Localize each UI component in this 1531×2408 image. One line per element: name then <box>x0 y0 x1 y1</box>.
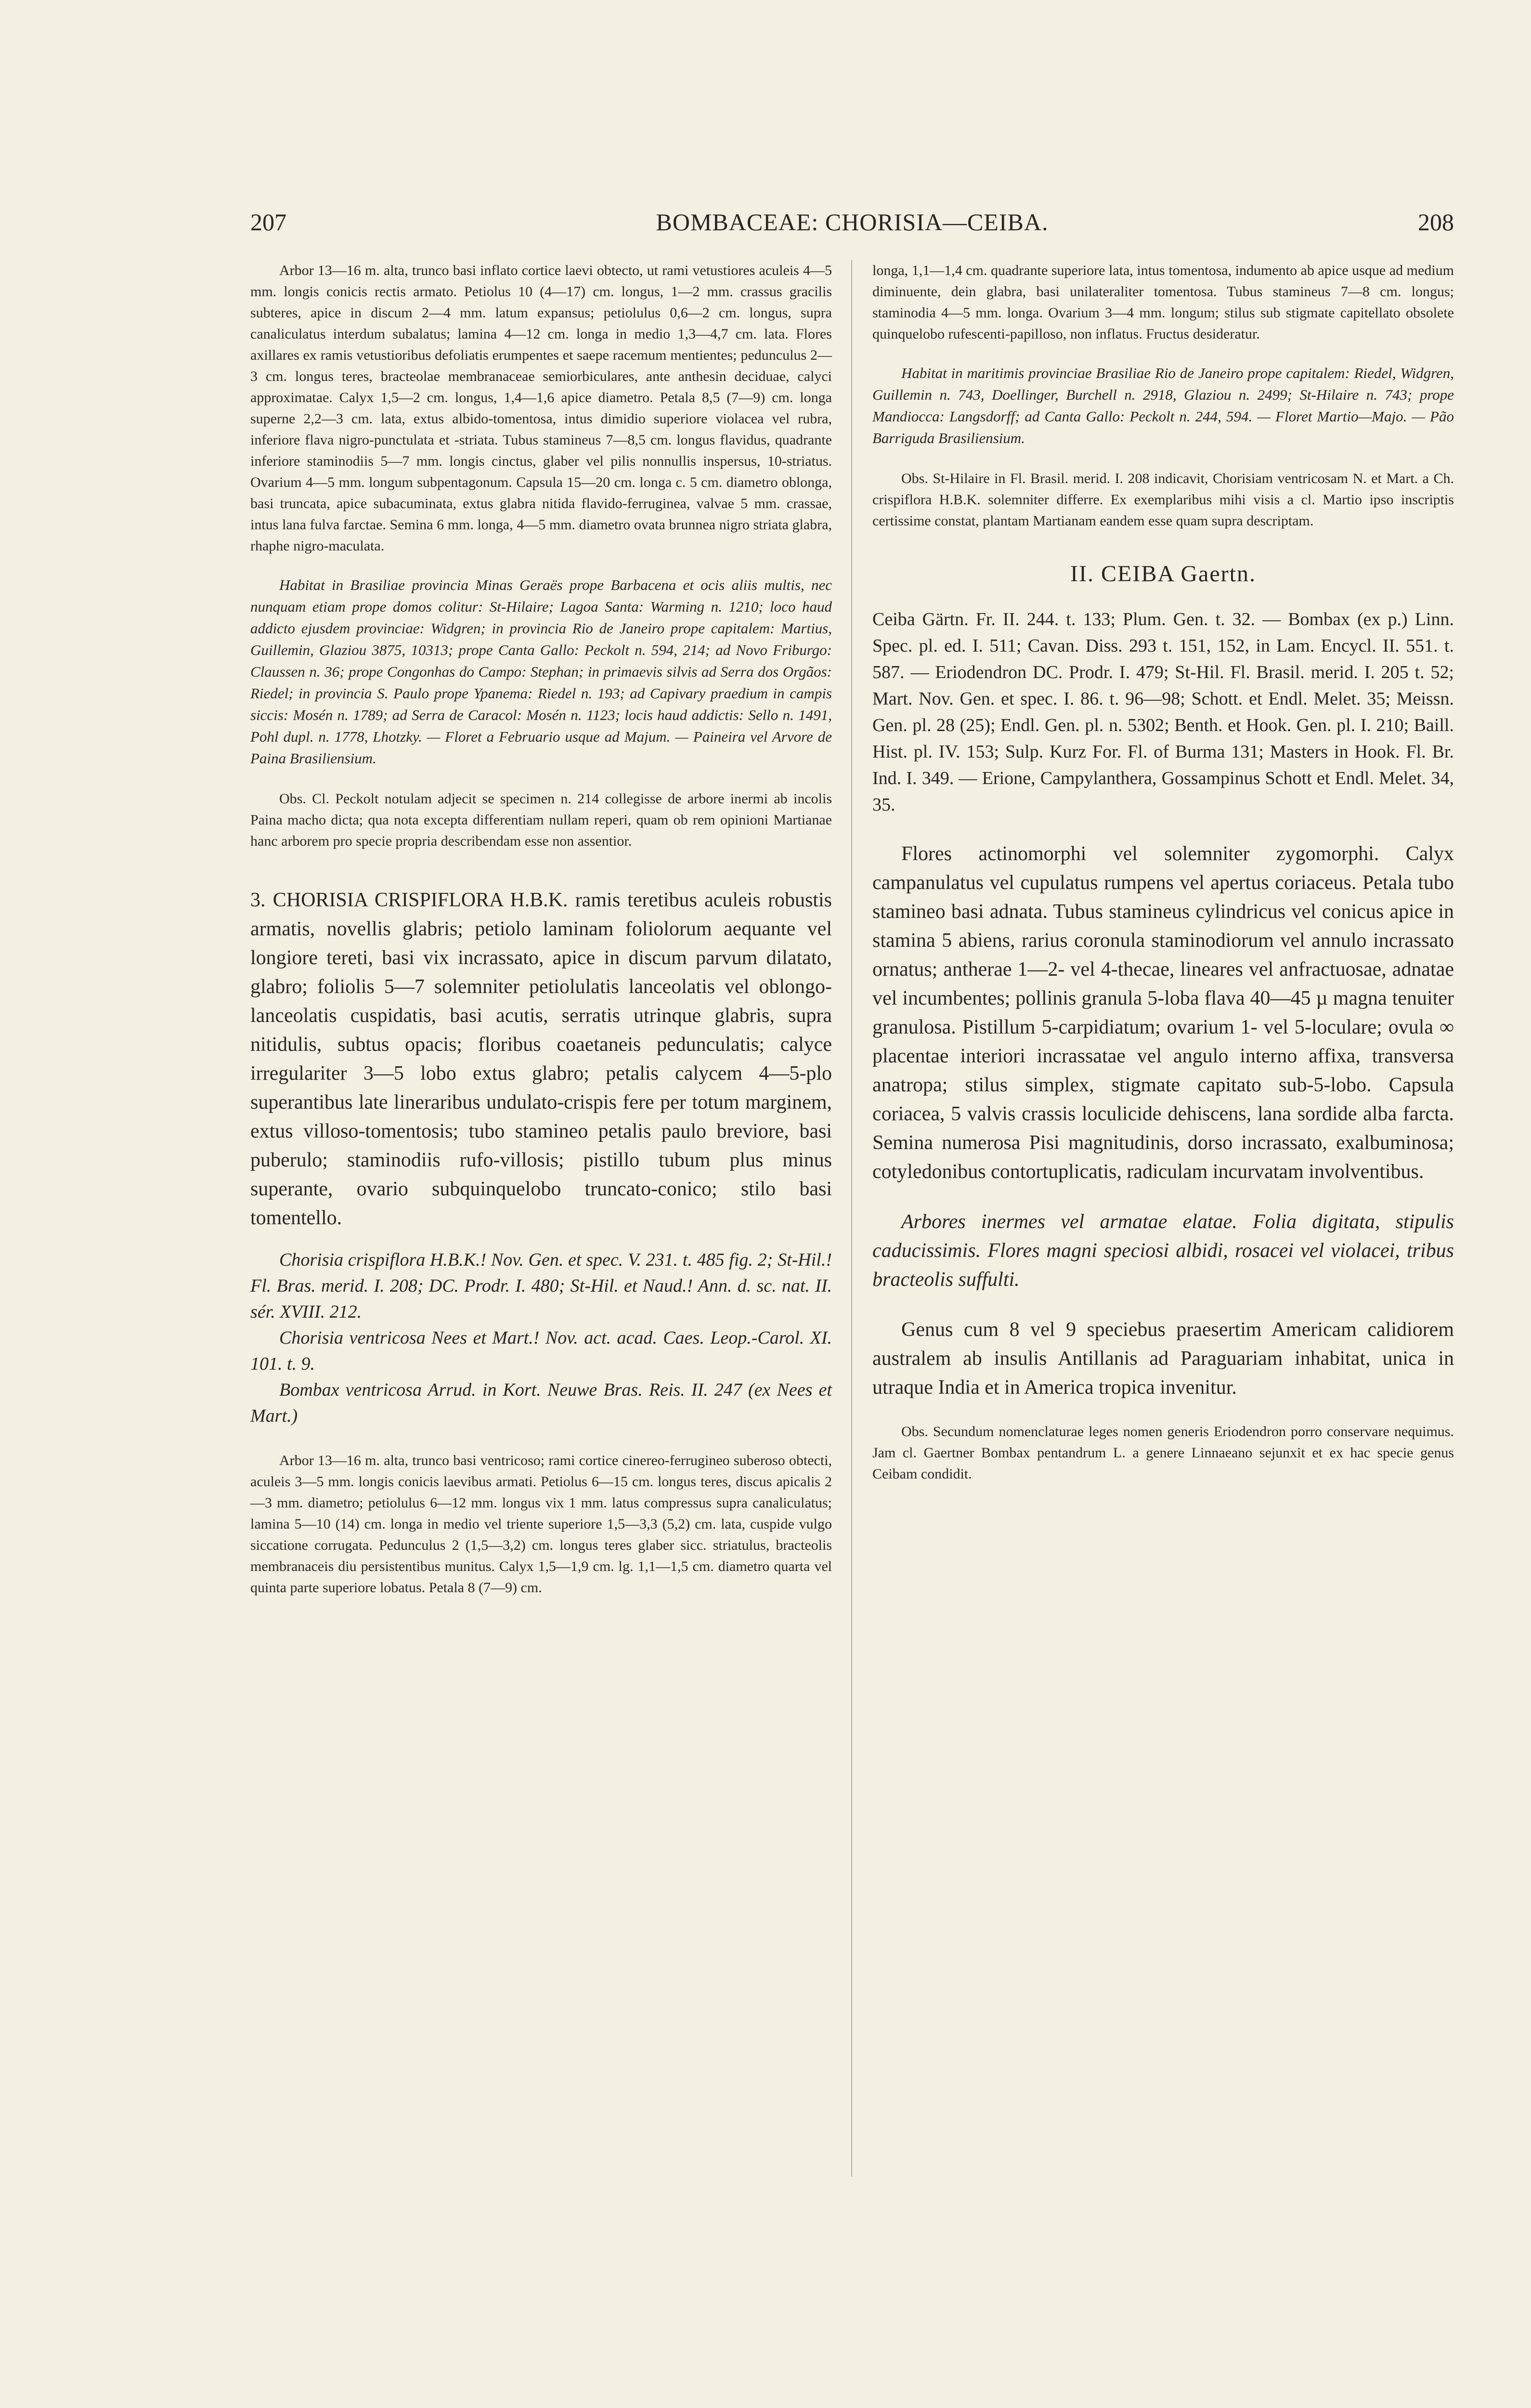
genus-heading: II. CEIBA Gaertn. <box>1070 561 1256 587</box>
synonym-entry: Chorisia crispiflora H.B.K.! Nov. Gen. et spec. V. 231. t. 485 fig. 2; St-Hil.! Fl. Bras. merid. I. 208; DC. Prodr. I. 480; St-Hil. et Naud.! Ann. d. sc. nat. II. sér. XVIII. 212. <box>250 1250 832 1322</box>
page-number-right: 208 <box>1418 209 1454 236</box>
genus-habit: Arbores inermes vel armatae elatae. Folia digitata, stipulis caducissimis. Flores magni speciosi albidi, rosacei vel violacei, tribus bracteolis suffulti. <box>872 1211 1454 1291</box>
running-title: BOMBACEAE: CHORISIA—CEIBA. <box>656 209 1049 236</box>
nomenclature-note: Obs. Secundum nomenclaturae leges nomen generis Eriodendron porro conservare nequimus. Jam cl. Gaertner Bombax pentandrum L. a genere Linnaeano sejunxit et ex hac specie genus Ceibam condidit. <box>872 1424 1454 1482</box>
habitat-paragraph: Habitat in Brasiliae provincia Minas Geraës prope Barbacena et ocis aliis multis, nec nunquam etiam prope domos colitur: St-Hilaire; Lagoa Santa: Warming n. 1210; loco haud addicto ejusdem provinciae: Widgren; in provincia Rio de Janeiro prope capitalem: Martius, Guillemin, Glaziou 3875, 10313; prope Canta Gallo: Peckolt n. 594, 214; ad Novo Friburgo: Claussen n. 36; prope Congonhas do Campo: Stephan; in primaevis silvis ad Serra dos Orgãos: Riedel; in provincia S. Paulo prope Ypanema: Riedel n. 193; ad Capivary praedium in campis siccis: Mosén n. 1789; ad Serra de Caracol: Mosén n. 1123; locis haud addictis: Sello n. 1491, Pohl dupl. n. 1778, Lhotzky. — Floret a Februario usque ad Majum. — Paineira vel Arvore de Paina Brasiliensium. <box>250 576 832 767</box>
habitat-paragraph: Habitat in maritimis provinciae Brasiliae Rio de Janeiro prope capitalem: Riedel, Widgren, Guillemin n. 743, Doellinger, Burchell n. 2918, Glaziou n. 2499; St-Hilaire n. 743; prope Mandiocca: Langsdorff; ad Canta Gallo: Peckolt n. 244, 594. — Floret Martio—Majo. — Pão Barriguda Brasiliensium. <box>872 365 1454 446</box>
species-diagnosis: ramis teretibus aculeis robustis armatis, novellis glabris; petiolo laminam foliolorum aequante vel longiore tereti, basi vix incrassato, apice in discum parvum dilatato, glabro; foliolis 5—7 solemniter petiolulatis lanceolatis vel oblongo-lanceolatis cuspidatis, basi acutis, serratis utrinque glabris, supra nitidulis, subtus opacis; floribus coaetaneis pedunculatis; calyce irregulariter 3—5 lobo extus glabro; petalis calycem 4—5-plo superantibus late lineraribus undulato-crispis fere per totum marginem, extus villoso-tomentosis; tubo stamineo petalis paulo breviore, basi puberulo; staminodiis rufo-villosis; pistillo tubum plus minus superante, ovario subquinquelobo truncato-conico; stilo basi tomentello. <box>250 889 832 1229</box>
observation-note: Obs. St-Hilaire in Fl. Brasil. merid. I. 208 indicavit, Chorisiam ventricosam N. et Mart. a Ch. crispiflora H.B.K. solemniter differre. Ex exemplaribus mihi visis a cl. Martio ipso inscriptis certissime constat, plantam Martianam eandem esse quam supra descriptam. <box>872 471 1454 529</box>
species-name: 3. CHORISIA CRISPIFLORA H.B.K. <box>250 889 568 911</box>
left-column <box>250 260 832 1598</box>
description-paragraph: Arbor 13—16 m. alta, trunco basi inflato cortice laevi obtecto, ut rami vetustiores aculeis 4—5 mm. longis conicis rectis armato. Petiolus 10 (4—17) cm. longus, 1—2 mm. crassus gracilis subteres, apice in discum 2—4 mm. latum expansus; petiolulus 0,6—2 cm. longus, supra canaliculatus interdum subalatus; lamina 4—12 cm. longa in medio 1,3—4,7 cm. lata. Flores axillares ex ramis vetustioribus defoliatis erumpentes et saepe racemum mentientes; pedunculus 2—3 cm. longus teres, bracteolae membranaceae semiorbiculares, ante anthesin deciduae, calyci approximatae. Calyx 1,5—2 cm. longus, 1,4—1,6 apice diametro. Petala 8,5 (7—9) cm. longa superne 2,2—3 cm. lata, extus albido-tomentosa, intus dimidio superiore violacea vel rubra, inferiore flava nigro-punctulata et -striata. Tubus stamineus 7—8,5 cm. longus flavidus, quadrante inferiore staminodiis 5—7 mm. longis cinctus, glaber vel pilis nonnullis inspersus, 10-striatus. Ovarium 4—5 mm. longum subpentagonum. Capsula 15—20 cm. longa c. 5 cm. diametro oblonga, basi truncata, apice subacuminata, extus glabra nitida flavido-ferruginea, valvae 5 mm. crassae, intus lana fulva farctae. Semina 6 mm. longa, 4—5 mm. diametro ovata brunnea nigro striata glabra, rhaphe nigro-maculata. <box>250 262 832 554</box>
observation-note: Obs. Cl. Peckolt notulam adjecit se specimen n. 214 collegisse de arbore inermi ab incolis Paina macho dicta; qua nota excepta differentiam nullam reperi, quam ob rem opinioni Martianae hanc arborem pro specie propria describendam esse non assentior. <box>250 791 832 849</box>
genus-description: Flores actinomorphi vel solemniter zygomorphi. Calyx campanulatus vel cupulatus rumpens vel apertus coriaceus. Petala tubo stamineo basi adnata. Tubus stamineus cylindricus vel conicus apice in stamina 5 abiens, rarius coronula staminodiorum vel annulo incrassato ornatus; antherae 1—2- vel 4-thecae, lineares vel anfractuosae, adnatae vel incumbentes; pollinis granula 5-loba flava 40—45 µ magna tenuiter granulosa. Pistillum 5-carpidiatum; ovarium 1- vel 5-loculare; ovula ∞ placentae interiori incrassatae vel angulo interno affixa, transversa anatropa; stilus simplex, stigmate capitato sub-5-lobo. Capsula coriacea, 5 valvis crassis loculicide dehiscens, lana sordide alba farcta. Semina numerosa Pisi magnitudinis, dorso incrassato, exalbuminosa; cotyledonibus contortuplicatis, radiculam incurvatam involventibus. <box>872 843 1454 1183</box>
page-header <box>250 208 1454 247</box>
synonym-entry: Bombax ventricosa Arrud. in Kort. Neuwe Bras. Reis. II. 247 (ex Nees et Mart.) <box>250 1380 832 1426</box>
genus-distribution: Genus cum 8 vel 9 speciebus praesertim Americam calidiorem australem ab insulis Antillanis ad Paraguariam inhabitat, unica in utraque India et in America tropica invenitur. <box>872 1319 1454 1399</box>
species-heading <box>250 886 832 1232</box>
description-continuation: longa, 1,1—1,4 cm. quadrante superiore lata, intus tomentosa, indumento ab apice usque ad medium diminuente, dein glabra, basi unilateraliter tomentosa. Tubus stamineus 7—8 cm. longus; staminodia 4—5 mm. longa. Ovarium 3—4 mm. longum; stilus sub stigmate capitellato obsolete quinquelobo rufescenti-papilloso, non inflatus. Fructus desideratur. <box>872 262 1454 342</box>
column-divider <box>851 260 852 2177</box>
right-column <box>872 260 1454 1485</box>
page-number-left: 207 <box>250 209 286 236</box>
description-paragraph: Arbor 13—16 m. alta, trunco basi ventricoso; rami cortice cinereo-ferrugineo suberoso obtecti, aculeis 3—5 mm. longis conicis laevibus armati. Petiolus 6—15 cm. longus teres, discus apicalis 2—3 mm. diametro; petiolulus 6—12 mm. longus vix 1 mm. latus compressus supra canaliculatus; lamina 5—10 (14) cm. longa in medio vel triente superiore 1,5—3,3 (5,2) cm. lata, cuspide vulgo siccatione corrugata. Pedunculus 2 (1,5—3,2) cm. longus teres glaber sicc. striatulus, bracteolis membranaceis diu persistentibus munitus. Calyx 1,5—1,9 cm. lg. 1,1—1,5 cm. diametro quarta vel quinta parte superiore lobatus. Petala 8 (7—9) cm. <box>250 1453 832 1596</box>
genus-synonymy: Ceiba Gärtn. Fr. II. 244. t. 133; Plum. Gen. t. 32. — Bombax (ex p.) Linn. Spec. pl. ed. I. 511; Cavan. Diss. 293 t. 151, 152, in Lam. Encycl. II. 551. t. 587. — Eriodendron DC. Prodr. I. 479; St-Hil. Fl. Brasil. merid. I. 205 t. 52; Mart. Nov. Gen. et spec. I. 86. t. 96—98; Schott. et Endl. Melet. 35; Meissn. Gen. pl. 28 (25); Endl. Gen. pl. n. 5302; Benth. et Hook. Gen. pl. I. 210; Baill. Hist. pl. IV. 153; Sulp. Kurz For. Fl. of Burma 131; Masters in Hook. Fl. Br. Ind. I. 349. — Erione, Campylanthera, Gossampinus Schott et Endl. Melet. 34, 35. <box>872 609 1454 815</box>
synonym-entry: Chorisia ventricosa Nees et Mart.! Nov. act. acad. Caes. Leop.-Carol. XI. 101. t. 9. <box>250 1328 832 1374</box>
